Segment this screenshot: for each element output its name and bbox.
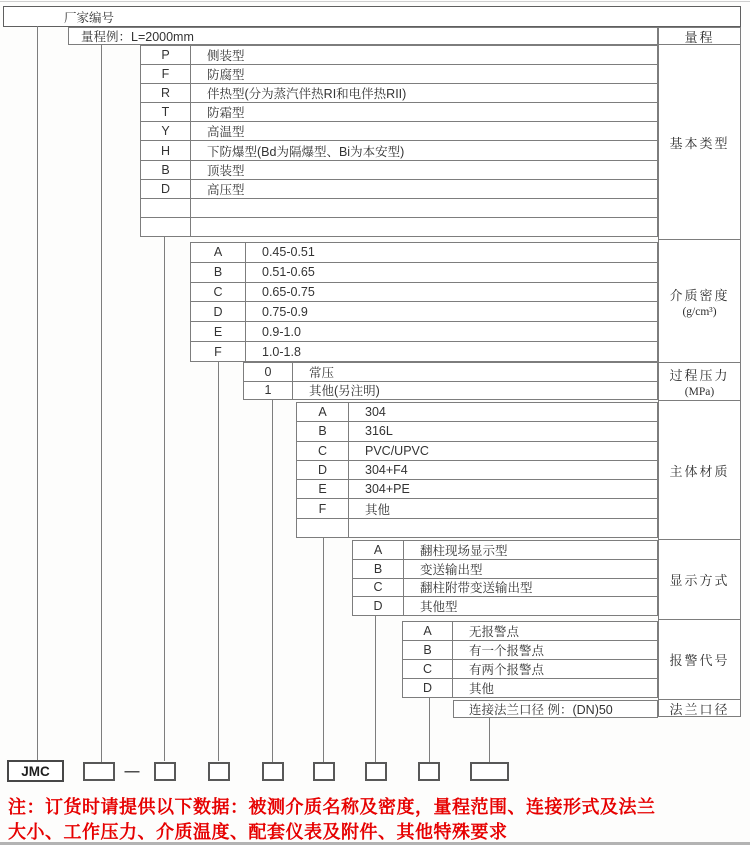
desc-cell: 下防爆型(Bd为隔爆型、Bi为本安型) <box>207 144 405 159</box>
desc-cell: 翻柱附带变送输出型 <box>420 581 533 596</box>
table-row <box>297 499 657 518</box>
desc-cell: 防腐型 <box>207 68 245 83</box>
basic-type-table <box>140 45 658 237</box>
table-row <box>191 263 657 283</box>
desc-cell: 变送输出型 <box>420 562 483 577</box>
table-row <box>297 422 657 441</box>
category-process-pressure <box>659 362 740 400</box>
table-row <box>141 65 657 84</box>
order-code-box-pressure <box>262 762 284 781</box>
order-code-box-basic-type <box>154 762 176 781</box>
order-code-box-display <box>365 762 387 781</box>
connector-line <box>218 362 219 761</box>
table-row <box>244 382 657 400</box>
range-example-label: 量程例：L=2000mm <box>81 30 194 44</box>
desc-cell: 304+PE <box>365 482 410 497</box>
code-cell: F <box>297 499 349 517</box>
table-row <box>353 560 657 579</box>
table-row <box>403 660 657 679</box>
code-cell: 0 <box>244 363 293 381</box>
table-row <box>191 322 657 342</box>
code-cell: A <box>297 403 349 421</box>
code-cell: B <box>191 263 246 282</box>
factory-code-box <box>3 6 741 27</box>
desc-cell <box>349 519 657 537</box>
desc-cell: 高压型 <box>207 182 245 197</box>
table-row <box>244 363 657 382</box>
desc-cell: 有两个报警点 <box>469 663 545 677</box>
table-row <box>403 622 657 641</box>
desc-cell: 其他(另注明) <box>309 384 380 399</box>
desc-cell: 0.65-0.75 <box>262 285 315 300</box>
connector-line <box>323 538 324 762</box>
desc-cell: 顶装型 <box>207 163 245 178</box>
category-label: 法兰口径 <box>669 701 730 717</box>
code-cell: D <box>297 461 349 479</box>
table-row <box>141 141 657 160</box>
model-prefix-box <box>7 760 64 782</box>
code-cell: E <box>297 480 349 498</box>
table-row <box>403 679 657 697</box>
connector-line <box>164 237 165 761</box>
category-label: 介质密度 <box>669 287 730 303</box>
table-row <box>403 641 657 660</box>
desc-cell: 高温型 <box>207 125 245 140</box>
code-cell: C <box>297 442 349 460</box>
table-row <box>191 243 657 263</box>
category-label: 过程压力 <box>669 368 730 383</box>
category-basic-type <box>659 44 740 239</box>
desc-cell: 伴热型(分为蒸汽伴热RI和电伴热RII) <box>207 87 407 102</box>
alarm-code-table <box>402 621 658 698</box>
table-row <box>141 46 657 65</box>
desc-cell: 0.75-0.9 <box>262 304 308 319</box>
category-label: 量程 <box>684 29 715 45</box>
code-cell: A <box>403 622 453 640</box>
code-cell: D <box>353 597 404 615</box>
order-code-box-density <box>208 762 230 781</box>
desc-cell: 其他 <box>365 502 391 517</box>
code-cell <box>141 218 191 236</box>
category-unit: (MPa) <box>684 386 715 398</box>
category-unit: (g/cm³) <box>682 305 717 318</box>
category-medium-density <box>659 239 740 362</box>
code-cell: D <box>191 302 246 321</box>
desc-cell: 防霜型 <box>207 106 245 121</box>
table-row <box>353 541 657 560</box>
code-cell: F <box>191 342 246 361</box>
table-row <box>141 199 657 218</box>
table-row <box>191 283 657 303</box>
category-label: 显示方式 <box>669 573 730 588</box>
desc-cell: 304 <box>365 405 386 420</box>
order-code-box-range <box>83 762 115 781</box>
desc-cell <box>191 199 657 217</box>
flange-size-row <box>453 700 658 718</box>
table-row <box>297 403 657 422</box>
code-cell: P <box>141 46 191 64</box>
code-cell: B <box>403 641 453 659</box>
table-row <box>353 597 657 615</box>
desc-cell: 常压 <box>309 365 335 380</box>
category-label-column <box>658 27 741 717</box>
connector-line <box>272 400 273 762</box>
display-mode-table <box>352 540 658 616</box>
body-material-table <box>296 402 658 538</box>
category-flange-size <box>659 699 740 716</box>
table-row <box>141 180 657 199</box>
order-code-box-flange <box>470 762 509 781</box>
category-label: 主体材质 <box>669 463 730 479</box>
code-cell: Y <box>141 122 191 140</box>
code-cell: T <box>141 103 191 121</box>
code-cell: 1 <box>244 382 293 400</box>
desc-cell: 0.51-0.65 <box>262 265 315 280</box>
connector-line <box>101 44 102 762</box>
code-cell: R <box>141 84 191 102</box>
desc-cell: PVC/UPVC <box>365 443 429 458</box>
desc-cell: 有一个报警点 <box>469 644 545 658</box>
category-body-material <box>659 400 740 539</box>
desc-cell: 1.0-1.8 <box>262 344 301 359</box>
desc-cell <box>191 218 657 236</box>
code-cell: F <box>141 65 191 83</box>
category-range <box>659 28 740 44</box>
table-row <box>297 461 657 480</box>
desc-cell: 0.45-0.51 <box>262 245 315 260</box>
ordering-note-line2: 大小、工作压力、介质温度、配套仪表及附件、其他特殊要求 <box>8 822 508 842</box>
process-pressure-table <box>243 362 658 400</box>
range-example-box <box>68 27 658 45</box>
model-prefix-label: JMC <box>21 763 50 779</box>
category-display-mode <box>659 539 740 619</box>
table-row <box>141 122 657 141</box>
table-row <box>141 84 657 103</box>
code-cell: C <box>191 283 246 302</box>
page-top-edge <box>0 1 750 2</box>
code-cell: B <box>297 422 349 440</box>
dash-separator: — <box>124 763 140 780</box>
desc-cell: 其他型 <box>420 600 458 615</box>
factory-code-label: 厂家编号 <box>64 10 115 25</box>
connector-line <box>37 26 38 760</box>
category-alarm-code <box>659 619 740 699</box>
ordering-note <box>8 795 750 845</box>
code-cell: B <box>141 161 191 179</box>
code-cell: A <box>353 541 404 559</box>
desc-cell: 304+F4 <box>365 462 408 477</box>
code-cell <box>297 519 349 537</box>
connector-line <box>375 616 376 762</box>
order-code-box-alarm <box>418 762 440 781</box>
code-cell <box>141 199 191 217</box>
code-cell: C <box>403 660 453 678</box>
ordering-note-line1: 注：订货时请提供以下数据：被测介质名称及密度，量程范围、连接形式及法兰 <box>8 797 656 817</box>
desc-cell: 侧装型 <box>207 49 245 64</box>
medium-density-table <box>190 242 658 362</box>
table-row <box>141 161 657 180</box>
code-cell: B <box>353 560 404 578</box>
code-cell: D <box>141 180 191 198</box>
table-row <box>297 442 657 461</box>
table-row <box>191 302 657 322</box>
desc-cell: 其他 <box>469 682 495 696</box>
code-cell: D <box>403 679 453 697</box>
table-row <box>353 579 657 598</box>
table-row <box>141 218 657 236</box>
code-cell: C <box>353 579 404 597</box>
connector-line <box>429 698 430 762</box>
desc-cell: 0.9-1.0 <box>262 324 301 339</box>
code-cell: E <box>191 322 246 341</box>
code-cell: A <box>191 243 246 262</box>
table-row <box>297 519 657 537</box>
table-row <box>297 480 657 499</box>
flange-size-label: 连接法兰口径 例：(DN)50 <box>469 703 613 717</box>
category-label: 报警代号 <box>669 653 730 668</box>
code-cell: H <box>141 141 191 159</box>
desc-cell: 翻柱现场显示型 <box>420 543 508 558</box>
order-code-box-material <box>313 762 335 781</box>
table-row <box>141 103 657 122</box>
desc-cell: 316L <box>365 424 393 439</box>
connector-line <box>489 717 490 762</box>
table-row <box>191 342 657 361</box>
category-label: 基本类型 <box>669 135 730 151</box>
desc-cell: 无报警点 <box>469 625 520 639</box>
